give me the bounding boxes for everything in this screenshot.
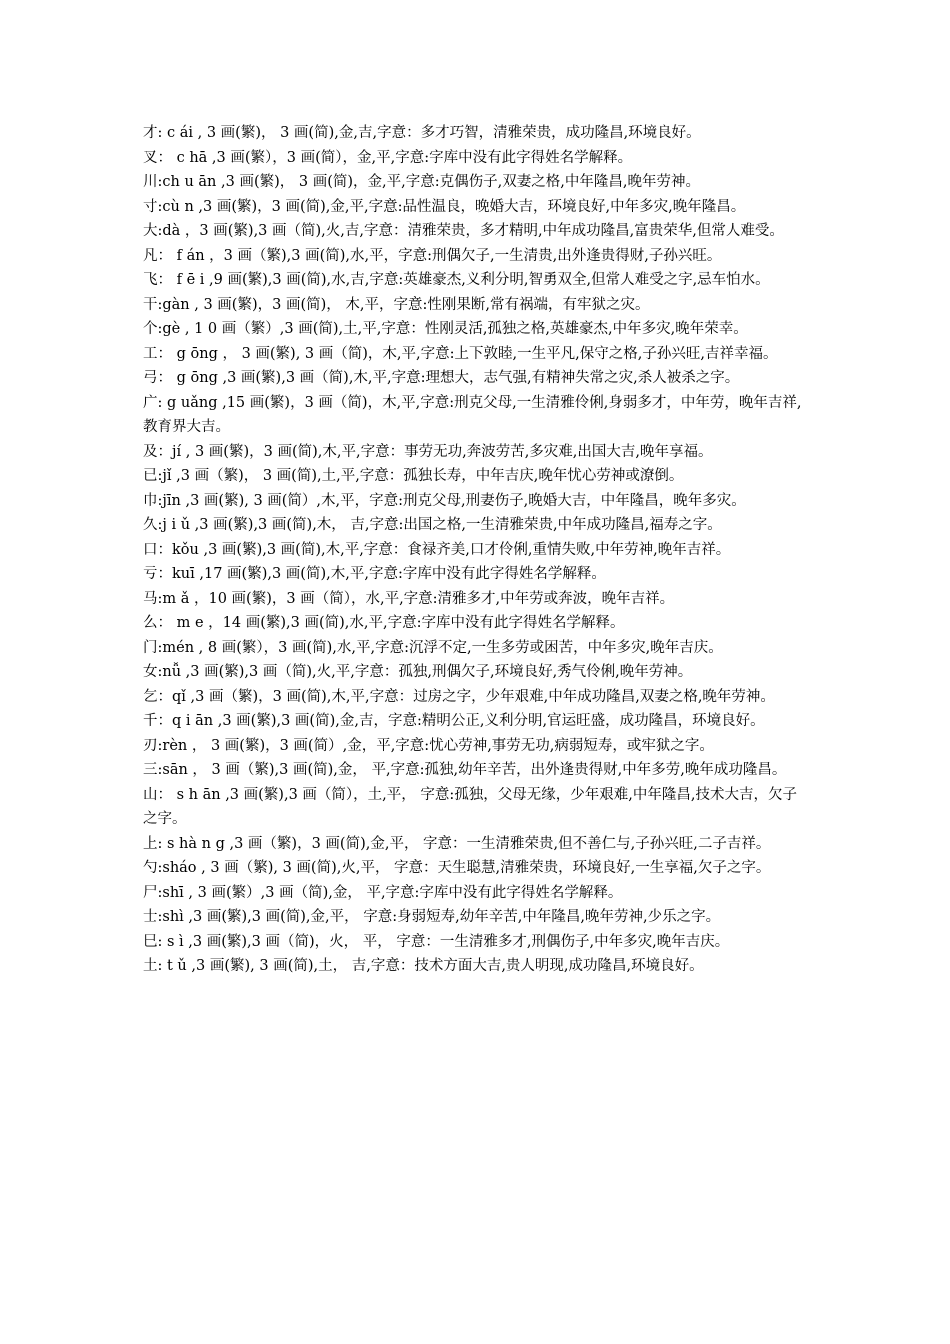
entry-text: 大:dà ，3 画(繁),3 画（简),火,吉,字意：清雅荣贵，多才精明,中年成功隆昌,富贵荣华,但常人难受。 [143, 223, 784, 239]
entry-text: 叉： c hā ,3 画(繁），3 画(简），金,平,字意:字库中没有此字得姓名学解释。 [143, 149, 633, 166]
entry-text: 三:sān ， 3 画（繁),3 画(简),金， 平,字意:孤独,幼年辛苦，出外逢贵得财,中年多劳,晚年成功隆昌。 [143, 762, 787, 778]
entry-text: 巳: s ì ,3 画(繁),3 画（简)，火， 平， 字意：一生清雅多才,刑偶伤子,中年多灾,晚年吉庆。 [143, 933, 730, 950]
entry-text: 勺:sháo , 3 画（繁), 3 画(简),火,平， 字意：天生聪慧,清雅荣贵，环境良好,一生享福,欠子之字。 [143, 860, 771, 876]
entry-text: 工： g ōng ， 3 画(繁), 3 画（简)，木,平,字意:上下敦睦,一生平凡,保守之格,子孙兴旺,吉祥幸福。 [143, 345, 778, 362]
entry-text: 马:m ǎ ，10 画(繁)，3 画（简），水,平,字意:清雅多才,中年劳或奔波，晚年吉祥。 [143, 590, 675, 607]
entry-text: 巾:jīn ,3 画(繁), 3 画(简）,木,平，字意:刑克父母,刑妻伤子,晚婚大吉，中年隆昌，晚年多灾。 [143, 492, 746, 509]
entry-text: 川:ch u ān ,3 画(繁)， 3 画(简)，金,平,字意:克偶伤子,双妻之格,中年隆昌,晚年劳神。 [143, 174, 700, 190]
entry-text: 尸:shī , 3 画(繁）,3 画（简),金， 平,字意:字库中没有此字得姓名学解释。 [143, 884, 623, 901]
entry-text: 女:nǚ ,3 画(繁),3 画（简),火,平,字意：孤独,刑偶欠子,环境良好,秀气伶俐,晚年劳神。 [143, 664, 693, 680]
entry-text: 上: s hà n g ,3 画（繁)，3 画(简),金,平， 字意：一生清雅荣贵,但不善仁与,子孙兴旺,二子吉祥。 [143, 835, 771, 852]
entry-text: 千：q i ān ,3 画(繁),3 画(简),金,吉，字意:精明公正,义利分明,官运旺盛，成功隆昌，环境良好。 [143, 713, 765, 729]
entry-text: 个:gè , 1 0 画（繁）,3 画(简),土,平,字意：性刚灵活,孤独之格,英雄豪杰,中年多灾,晚年荣幸。 [143, 321, 748, 337]
entry-text: 寸:cù n ,3 画(繁)，3 画(简),金,平,字意:品性温良，晚婚大吉，环境良好,中年多灾,晚年隆昌。 [143, 198, 746, 215]
entry-text: 刃:rèn ， 3 画(繁)，3 画(简）,金，平,字意:忧心劳神,事劳无功,病弱短寿，或牢狱之字。 [143, 737, 714, 754]
entry-text: 已:jǐ ,3 画（繁)， 3 画(简),土,平,字意：孤独长寿，中年吉庆,晚年忧心劳神或潦倒。 [143, 468, 684, 484]
entry-text: 亏：kuī ,17 画(繁),3 画(简),木,平,字意:字库中没有此字得姓名学解释。 [143, 566, 606, 582]
entry-text: 久:j i ǔ ,3 画(繁),3 画(简),木， 吉,字意:出国之格,一生清雅荣贵,中年成功隆昌,福寿之字。 [143, 517, 722, 533]
entry-text: 广: g uǎng ,15 画(繁)，3 画（简)，木,平,字意:刑克父母,一生清雅伶俐,身弱多才，中年劳，晚年吉祥,教育界大吉。 [143, 394, 802, 435]
entry-text: 飞： f ē i ,9 画(繁),3 画(简),水,吉,字意:英雄豪杰,义利分明,智勇双全,但常人难受之字,忌车怕水。 [143, 272, 770, 288]
entry-text: 才: c ái , 3 画(繁)， 3 画(简),金,吉,字意：多才巧智，清雅荣贵，成功隆昌,环境良好。 [143, 125, 701, 141]
entry-text: 门:mén , 8 画(繁），3 画(简),水,平,字意:沉浮不定,一生多劳或困苦，中年多灾,晚年吉庆。 [143, 639, 723, 656]
entry-text: 么： m e ，14 画(繁),3 画(简),水,平,字意:字库中没有此字得姓名学解释。 [143, 615, 625, 631]
entry-text: 士:shì ,3 画(繁),3 画(简),金,平， 字意:身弱短寿,幼年辛苦,中年隆昌,晚年劳神,少乐之字。 [143, 909, 721, 925]
entry-text: 凡： f án ，3 画（繁),3 画(简),水,平，字意:刑偶欠子,一生清贵,出外逢贵得财,子孙兴旺。 [143, 247, 722, 264]
entry-text: 及：jí , 3 画(繁)，3 画(简),木,平,字意：事劳无功,奔波劳苦,多灾难,出国大吉,晚年享福。 [143, 443, 713, 460]
entry-list [143, 121, 809, 979]
entry-text: 土: t ǔ ,3 画(繁), 3 画(简),土， 吉,字意：技术方面大吉,贵人明现,成功隆昌,环境良好。 [143, 958, 704, 974]
entry-text: 干:gàn , 3 画(繁)，3 画(简)， 木,平，字意:性刚果断,常有祸端，有牢狱之灾。 [143, 296, 650, 313]
entry-text: 乞：qǐ ,3 画（繁)，3 画(简),木,平,字意：过房之字，少年艰难,中年成功隆昌,双妻之格,晚年劳神。 [143, 688, 775, 705]
entry-text: 口：kǒu ,3 画(繁),3 画(简),木,平,字意：食禄齐美,口才伶俐,重情失败,中年劳神,晚年吉祥。 [143, 541, 731, 558]
entry-text: 弓： g ōng ,3 画(繁),3 画（简),木,平,字意:理想大，志气强,有精神失常之灾,杀人被杀之字。 [143, 370, 740, 386]
entry-text: 山： s h ān ,3 画(繁),3 画（简），土,平， 字意:孤独，父母无缘，少年艰难,中年隆昌,技术大吉，欠子之字。 [143, 786, 797, 827]
